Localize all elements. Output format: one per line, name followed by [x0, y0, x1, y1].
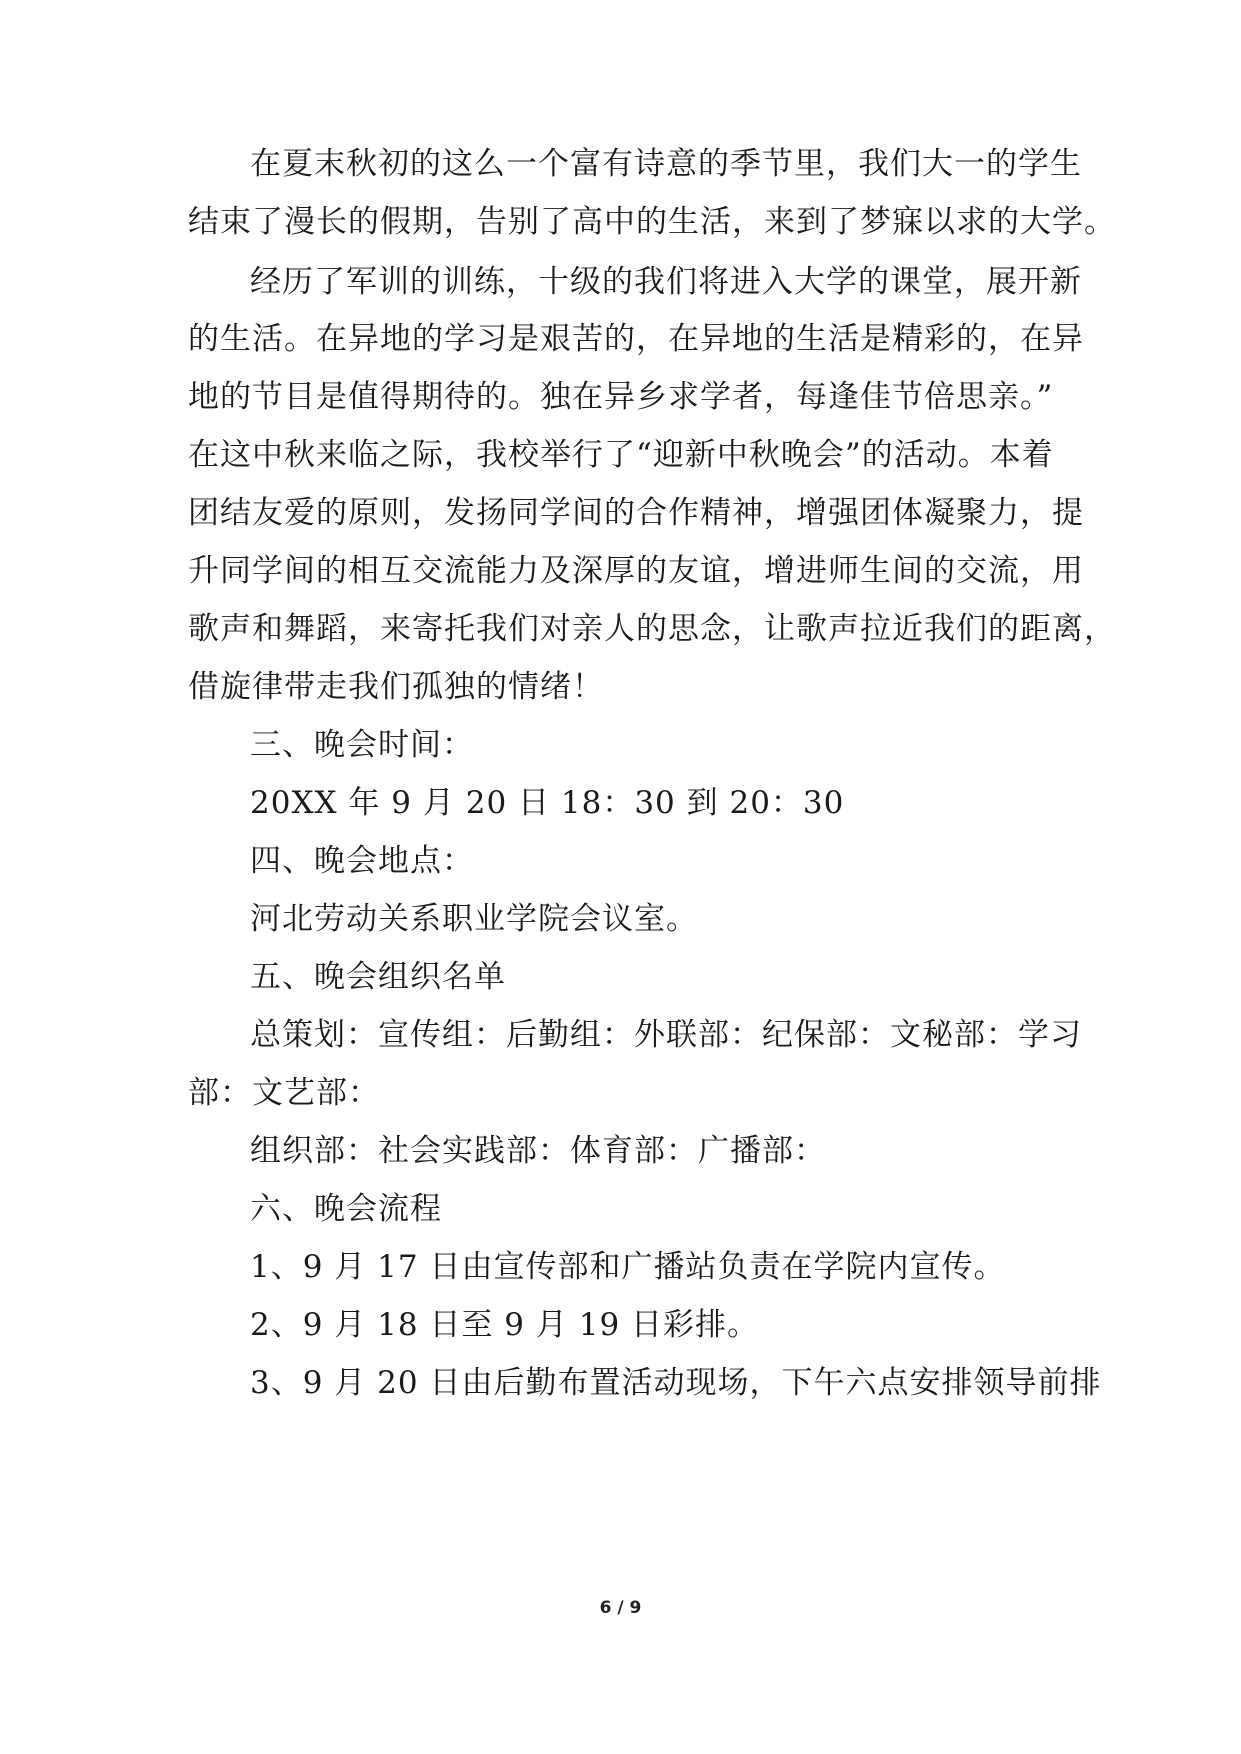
paragraph-line: 在这中秋来临之际，我校举行了“迎新中秋晚会”的活动。本着 [188, 437, 1054, 473]
paragraph-line: 河北劳动关系职业学院会议室。 [250, 901, 698, 937]
paragraph-line: 结束了漫长的假期，告别了高中的生活，来到了梦寐以求的大学。 [188, 204, 1116, 240]
paragraph-line: 歌声和舞蹈，来寄托我们对亲人的思念，让歌声拉近我们的距离， [188, 611, 1116, 647]
paragraph-line: 借旋律带走我们孤独的情绪！ [188, 669, 604, 705]
section-heading: 六、晚会流程 [250, 1191, 442, 1227]
paragraph-line: 20XX 年 9 月 20 日 18：30 到 20：30 [250, 785, 845, 821]
page-number: 6 / 9 [599, 1598, 642, 1618]
paragraph-line: 地的节目是值得期待的。独在异乡求学者，每逢佳节倍思亲。” [188, 379, 1054, 415]
section-heading: 五、晚会组织名单 [250, 959, 506, 995]
paragraph-line: 总策划：宣传组：后勤组：外联部：纪保部：文秘部：学习 [250, 1017, 1082, 1053]
paragraph-line: 升同学间的相互交流能力及深厚的友谊，增进师生间的交流，用 [188, 553, 1084, 589]
paragraph-line: 团结友爱的原则，发扬同学间的合作精神，增强团体凝聚力，提 [188, 495, 1084, 531]
paragraph-line: 组织部：社会实践部：体育部：广播部： [250, 1133, 826, 1169]
list-item: 2、9 月 18 日至 9 月 19 日彩排。 [250, 1307, 760, 1343]
list-item: 1、9 月 17 日由宣传部和广播站负责在学院内宣传。 [250, 1249, 1006, 1285]
paragraph-line: 在夏末秋初的这么一个富有诗意的季节里，我们大一的学生 [250, 146, 1082, 182]
list-item: 3、9 月 20 日由后勤布置活动现场，下午六点安排领导前排 [250, 1365, 1102, 1401]
paragraph-line: 的生活。在异地的学习是艰苦的，在异地的生活是精彩的，在异 [188, 321, 1084, 357]
paragraph-line: 经历了军训的训练，十级的我们将进入大学的课堂，展开新 [250, 264, 1082, 300]
paragraph-line: 部：文艺部： [188, 1075, 380, 1111]
section-heading: 三、晚会时间： [250, 727, 474, 763]
section-heading: 四、晚会地点： [250, 843, 474, 879]
